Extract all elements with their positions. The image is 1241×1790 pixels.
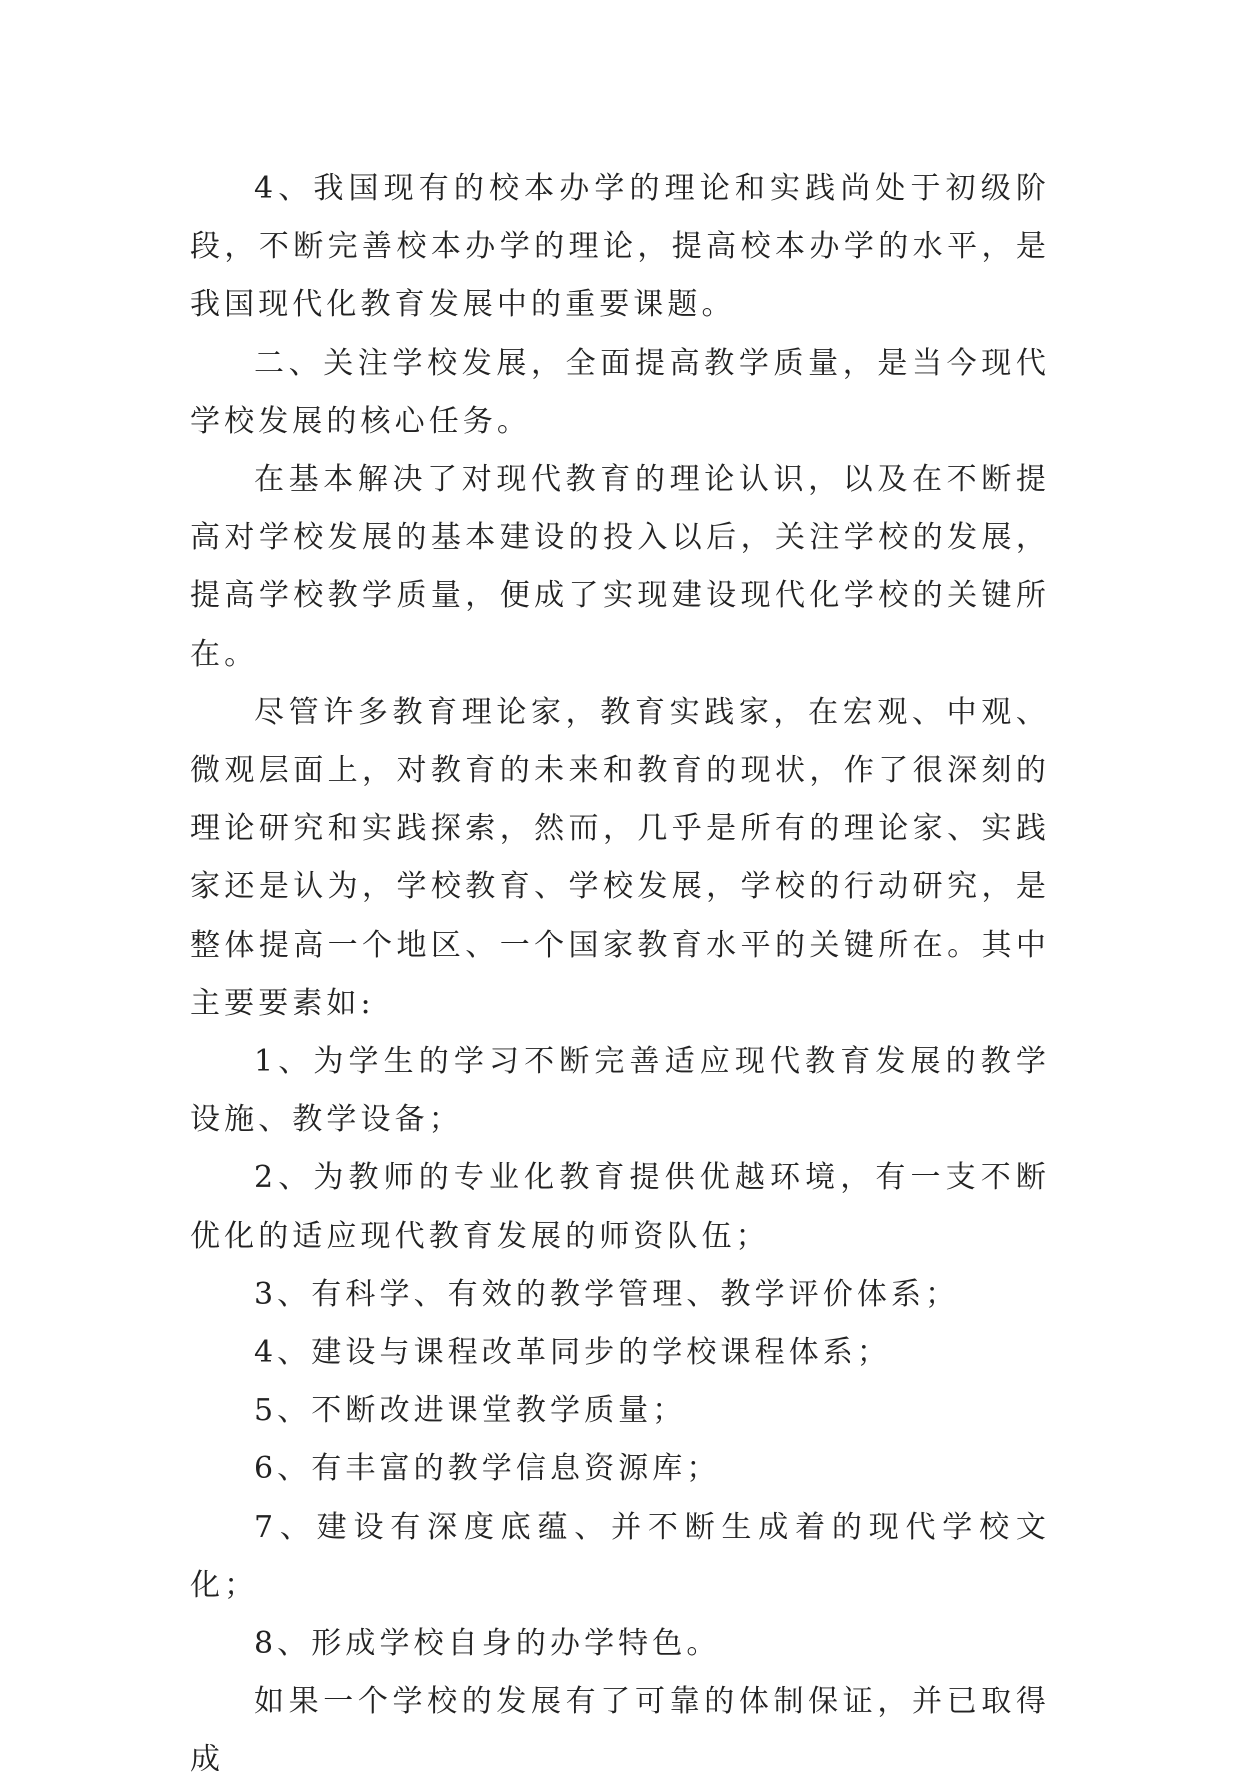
paragraph-2: 二、关注学校发展，全面提高教学质量，是当今现代学校发展的核心任务。 (190, 345, 1050, 439)
document-page (190, 160, 1050, 1790)
list-item-4: 4、建设与课程改革同步的学校课程体系； (254, 1335, 891, 1371)
list-item-3: 3、有科学、有效的教学管理、教学评价体系； (254, 1276, 960, 1312)
list-item-5: 5、不断改进课堂教学质量； (254, 1393, 687, 1429)
paragraph-1: 4、我国现有的校本办学的理论和实践尚处于初级阶段，不断完善校本办学的理论，提高校本办学的水平，是我国现代化教育发展中的重要课题。 (190, 171, 1050, 323)
list-item-7: 7、建设有深度底蕴、并不断生成着的现代学校文化； (190, 1509, 1050, 1603)
paragraph-3: 在基本解决了对现代教育的理论认识，以及在不断提高对学校发展的基本建设的投入以后，关注学校的发展，提高学校教学质量，便成了实现建设现代化学校的关键所在。 (190, 462, 1050, 672)
list-item-6: 6、有丰富的教学信息资源库； (254, 1451, 721, 1487)
list-item-1: 1、为学生的学习不断完善适应现代教育发展的教学设施、教学设备； (190, 1044, 1050, 1138)
paragraph-4: 尽管许多教育理论家，教育实践家，在宏观、中观、微观层面上，对教育的未来和教育的现状，作了很深刻的理论研究和实践探索，然而，几乎是所有的理论家、实践家还是认为，学校教育、学校发展，学校的行动研究，是整体提高一个地区、一个国家教育水平的关键所在。其中主要要素如: (190, 694, 1050, 1021)
list-item-2: 2、为教师的专业化教育提供优越环境，有一支不断优化的适应现代教育发展的师资队伍； (190, 1160, 1050, 1254)
paragraph-final: 如果一个学校的发展有了可靠的体制保证，并已取得成 (190, 1684, 1050, 1778)
list-item-8: 8、形成学校自身的办学特色。 (254, 1626, 721, 1662)
